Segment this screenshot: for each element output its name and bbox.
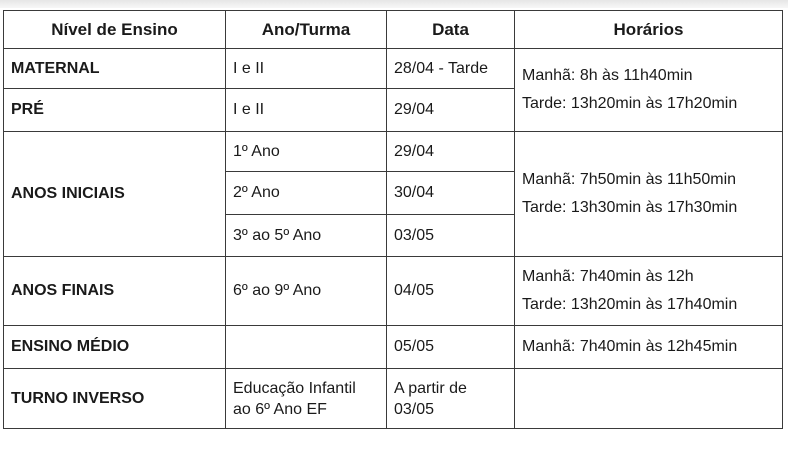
- header-row: [4, 11, 783, 49]
- horario-manha: Manhã: 7h40min às 12h: [522, 268, 694, 285]
- horario-tarde: Tarde: 13h20min às 17h20min: [522, 95, 738, 112]
- data-cell: 03/05: [387, 215, 515, 257]
- window-top-edge: [0, 0, 788, 8]
- horario-tarde: Tarde: 13h20min às 17h40min: [522, 296, 738, 313]
- ano-line-2: ao 6º Ano EF: [233, 400, 327, 418]
- header-data: Data: [387, 11, 515, 49]
- table-row: [4, 369, 783, 429]
- schedule-table: [3, 10, 783, 429]
- nivel-cell: PRÉ: [4, 89, 226, 132]
- horarios-cell: [515, 49, 783, 132]
- horarios-cell: [515, 369, 783, 429]
- table-row: [4, 132, 783, 172]
- nivel-cell: TURNO INVERSO: [4, 369, 226, 429]
- data-cell: [387, 369, 515, 429]
- horario-manha: Manhã: 7h50min às 11h50min: [522, 171, 737, 188]
- header-ano: Ano/Turma: [226, 11, 387, 49]
- data-line-2: 03/05: [394, 400, 435, 418]
- ano-cell: 1º Ano: [226, 132, 387, 172]
- table-row: [4, 326, 783, 369]
- horarios-cell: [515, 257, 783, 326]
- table-row: [4, 257, 783, 326]
- nivel-cell: ENSINO MÉDIO: [4, 326, 226, 369]
- nivel-cell: ANOS FINAIS: [4, 257, 226, 326]
- ano-cell: I e II: [226, 49, 387, 89]
- ano-line-1: Educação Infantil: [233, 379, 356, 397]
- data-line-1: A partir de: [394, 379, 467, 397]
- ano-cell: I e II: [226, 89, 387, 132]
- nivel-cell: MATERNAL: [4, 49, 226, 89]
- ano-cell: [226, 369, 387, 429]
- horario-manha: Manhã: 7h40min às 12h45min: [522, 338, 738, 355]
- horario-manha: Manhã: 8h às 11h40min: [522, 67, 693, 84]
- header-horarios: Horários: [515, 11, 783, 49]
- nivel-cell: ANOS INICIAIS: [4, 132, 226, 257]
- horarios-cell: [515, 132, 783, 257]
- data-cell: 29/04: [387, 132, 515, 172]
- table-row: [4, 49, 783, 89]
- data-cell: 30/04: [387, 172, 515, 215]
- data-cell: 28/04 - Tarde: [387, 49, 515, 89]
- ano-cell: 2º Ano: [226, 172, 387, 215]
- horario-tarde: Tarde: 13h30min às 17h30min: [522, 199, 738, 216]
- horarios-cell: [515, 326, 783, 369]
- data-cell: 05/05: [387, 326, 515, 369]
- ano-cell: 3º ao 5º Ano: [226, 215, 387, 257]
- ano-cell: [226, 326, 387, 369]
- data-cell: 04/05: [387, 257, 515, 326]
- data-cell: 29/04: [387, 89, 515, 132]
- header-nivel: Nível de Ensino: [4, 11, 226, 49]
- ano-cell: 6º ao 9º Ano: [226, 257, 387, 326]
